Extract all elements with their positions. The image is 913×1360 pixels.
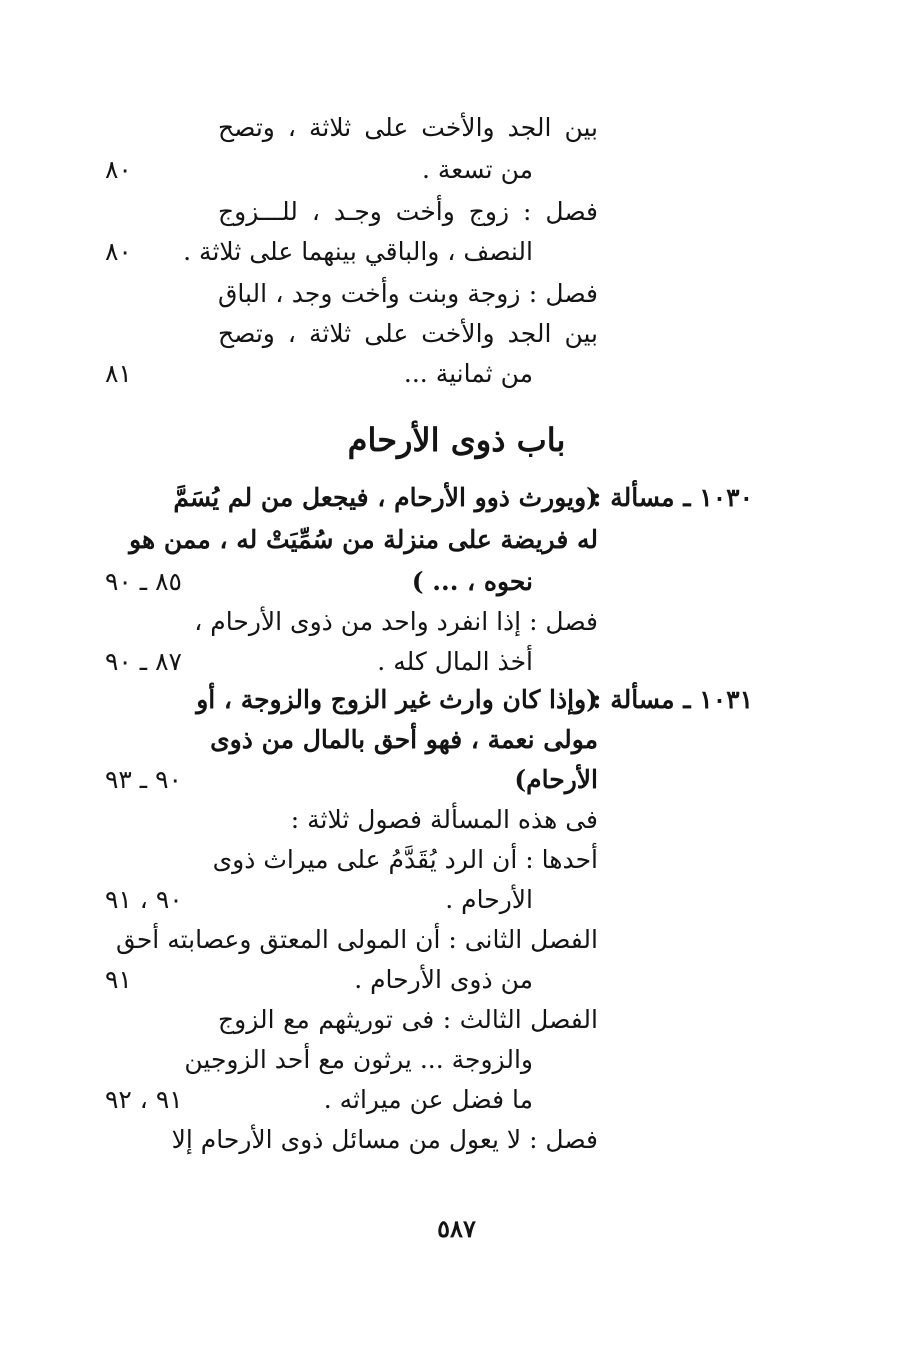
text-line: الأرحام) <box>514 765 598 794</box>
text-line: فى هذه المسألة فصول ثلاثة : <box>290 805 598 834</box>
page-reference: ٩٠ ـ ٩٣ <box>105 765 182 794</box>
text-line: بين الجد والأخت على ثلاثة ، وتصح <box>218 319 598 348</box>
text-line: نحوه ، ... ) <box>411 567 533 596</box>
text-line: (ويورث ذوو الأرحام ، فيجعل من لم يُسَمَّ <box>173 483 598 512</box>
text-line: والزوجة ... يرثون مع أحد الزوجين <box>184 1045 533 1074</box>
page-reference: ٨٥ ـ ٩٠ <box>105 567 182 596</box>
text-line: من ثمانية ... <box>403 359 533 388</box>
text-line: فصل : إذا انفرد واحد من ذوى الأرحام ، <box>194 607 598 636</box>
text-line: الأرحام . <box>445 885 533 914</box>
text-line: بين الجد والأخت على ثلاثة ، وتصح <box>218 113 598 142</box>
text-line: ما فضل عن ميراثه . <box>323 1085 533 1114</box>
text-line: أحدها : أن الرد يُقَدَّمُ على ميراث ذوى <box>212 845 598 874</box>
text-line: (وإذا كان وارث غير الزوج والزوجة ، أو <box>196 685 598 714</box>
text-line: له فريضة على منزلة من سُمِّيَتْ له ، ممن هو <box>129 525 598 554</box>
chapter-heading: باب ذوى الأرحام <box>347 421 566 459</box>
page-number: ٥٨٧ <box>437 1214 476 1243</box>
page-reference: ٩١ <box>105 965 132 994</box>
text-line: النصف ، والباقي بينهما على ثلاثة . <box>183 237 533 266</box>
masala-label: ١٠٣١ ـ مسألة : <box>592 685 753 714</box>
text-line: فصل : زوج وأخت وجـد ، للـــزوج <box>218 197 598 226</box>
page-reference: ٩٠ ، ٩١ <box>105 885 183 914</box>
text-line: فصل : لا يعول من مسائل ذوى الأرحام إلا <box>171 1125 598 1154</box>
text-line: من تسعة . <box>422 155 533 184</box>
text-line: أخذ المال كله . <box>377 647 533 676</box>
page-reference: ٨٧ ـ ٩٠ <box>105 647 182 676</box>
text-line: مولى نعمة ، فهو أحق بالمال من ذوى <box>210 725 598 754</box>
text-line: الفصل الثانى : أن المولى المعتق وعصابته أحق <box>116 925 598 954</box>
text-line: الفصل الثالث : فى توريثهم مع الزوج <box>218 1005 598 1034</box>
page-reference: ٨١ <box>105 359 132 388</box>
text-line: من ذوى الأرحام . <box>354 965 533 994</box>
page-reference: ٩١ ، ٩٢ <box>105 1085 183 1114</box>
masala-label: ١٠٣٠ ـ مسألة : <box>592 483 753 512</box>
page-reference: ٨٠ <box>105 237 132 266</box>
page-reference: ٨٠ <box>105 155 132 184</box>
text-line: فصل : زوجة وبنت وأخت وجد ، الباق <box>218 279 598 308</box>
